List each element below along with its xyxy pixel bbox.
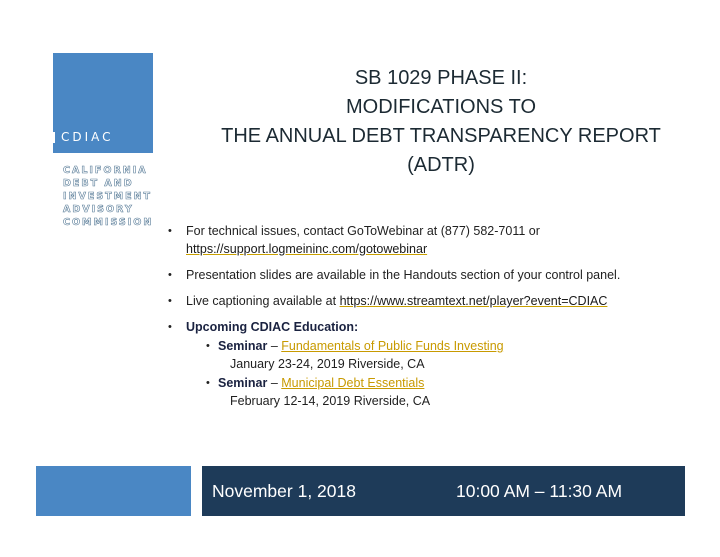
seminar-detail: February 12-14, 2019 Riverside, CA [230, 394, 431, 408]
slide-title [200, 64, 682, 180]
logo-name-line: ADVISORY [63, 204, 134, 215]
title-line: SB 1029 PHASE II: [354, 67, 528, 89]
footer-accent-block [36, 466, 191, 516]
bullet-text: Presentation slides are available in the Handouts section of your control panel. [186, 268, 621, 282]
support-link[interactable]: https://support.logmeininc.com/gotowebinar [186, 242, 428, 256]
seminar-link[interactable]: Municipal Debt Essentials [281, 376, 425, 390]
title-line: THE ANNUAL DEBT TRANSPARENCY REPORT [221, 125, 661, 147]
title-line: MODIFICATIONS TO [345, 96, 536, 118]
bullet-upcoming-education [166, 318, 686, 410]
footer-bar [202, 466, 685, 516]
logo-acronym: CDIAC [53, 127, 153, 147]
bullet-text: For technical issues, contact GoToWebinar at (877) 582-7011 or [186, 224, 540, 238]
footer-date: November 1, 2018 [212, 481, 356, 501]
seminar-separator: – [267, 376, 282, 390]
seminar-item [186, 337, 686, 355]
education-heading: Upcoming CDIAC Education: [186, 320, 359, 334]
bullet-captioning [166, 292, 686, 310]
logo-name-line: COMMISSION [63, 217, 154, 228]
footer-time: 10:00 AM – 11:30 AM [456, 481, 623, 501]
logo-name-line: INVESTMENT [63, 191, 153, 202]
captioning-link[interactable]: https://www.streamtext.net/player?event=CDIAC [339, 294, 608, 308]
seminar-item [186, 374, 686, 392]
bullet-technical-issues [166, 222, 686, 258]
seminar-label: Seminar [218, 339, 268, 353]
logo-name [63, 164, 153, 229]
seminar-detail: January 23-24, 2019 Riverside, CA [230, 357, 425, 371]
seminar-link[interactable]: Fundamentals of Public Funds Investing [281, 339, 504, 353]
bullet-handouts [166, 266, 686, 284]
logo-name-line: CALIFORNIA [63, 165, 148, 176]
seminar-separator: – [267, 339, 282, 353]
logo-name-line: DEBT AND [63, 178, 134, 189]
seminar-label: Seminar [218, 376, 268, 390]
title-line: (ADTR) [407, 154, 475, 176]
bullet-list [166, 222, 686, 418]
bullet-text: Live captioning available at [186, 294, 340, 308]
